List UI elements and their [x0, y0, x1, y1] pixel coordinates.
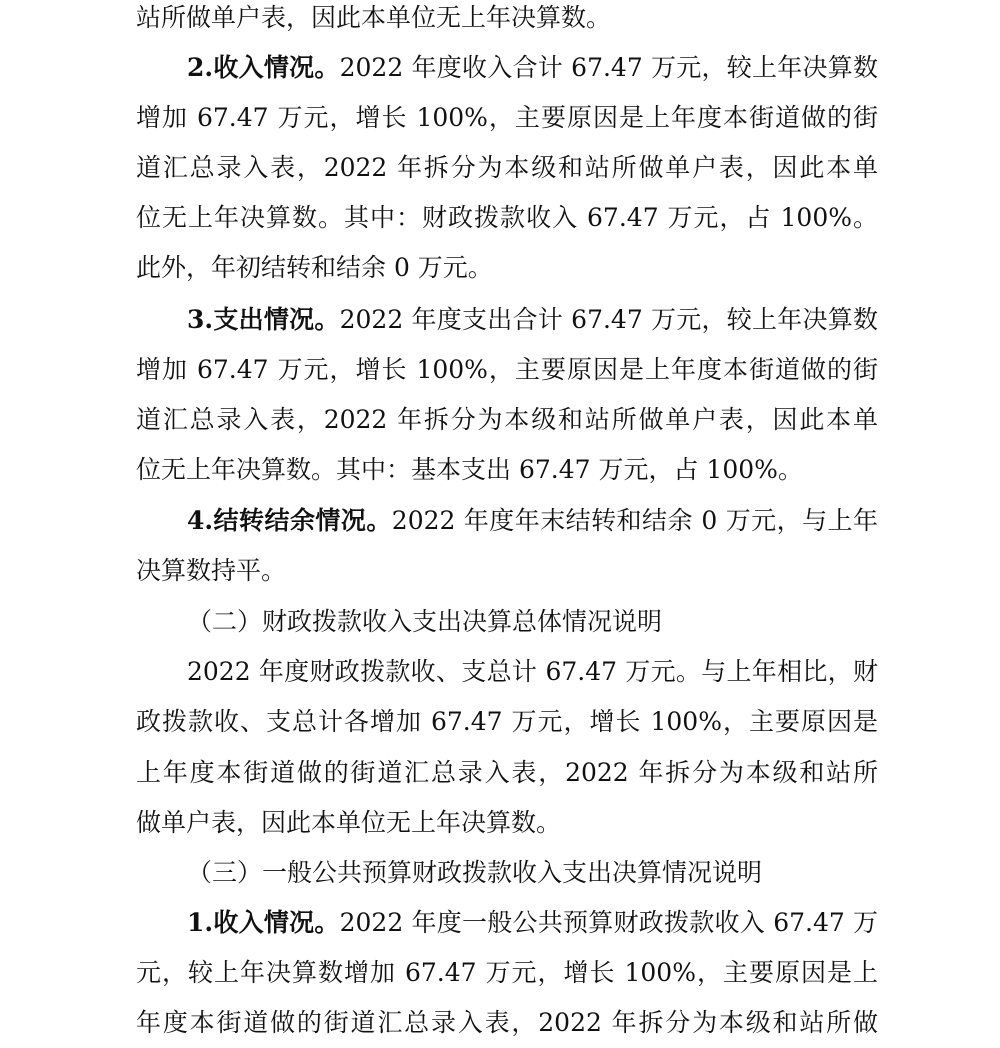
paragraph-line	[136, 798, 561, 848]
section-heading-inline: 2.收入情况。	[187, 53, 340, 82]
line-text: 此外，年初结转和结余 0 万元。	[136, 253, 493, 282]
paragraph-line	[136, 948, 878, 998]
section-heading	[187, 597, 662, 647]
section-heading	[187, 848, 762, 898]
paragraph-line	[136, 395, 878, 445]
heading-text: （三）一般公共预算财政拨款收入支出决算情况说明	[187, 858, 763, 887]
line-text: 做单户表，因此本单位无上年决算数。	[136, 808, 562, 837]
section-heading-inline: 1.收入情况。	[187, 908, 340, 937]
heading-text: （二）财政拨款收入支出决算总体情况说明	[187, 607, 663, 636]
line-text: 元，较上年决算数增加 67.47 万元，增长 100%，主要原因是上	[136, 958, 878, 987]
paragraph-line	[136, 748, 878, 798]
line-text: 2022 年度财政拨款收、支总计 67.47 万元。与上年相比，财	[187, 657, 878, 686]
line-text: 道汇总录入表，2022 年拆分为本级和站所做单户表，因此本单	[136, 405, 878, 434]
line-text: 位无上年决算数。其中：基本支出 67.47 万元，占 100%。	[136, 455, 803, 484]
paragraph-line	[187, 43, 878, 93]
line-text: 上年度本街道做的街道汇总录入表，2022 年拆分为本级和站所	[136, 758, 878, 787]
paragraph-line	[136, 998, 878, 1048]
paragraph-line	[136, 445, 803, 495]
paragraph-line	[187, 295, 878, 345]
paragraph-line	[136, 697, 878, 747]
paragraph-line	[187, 647, 878, 697]
line-text: 2022 年度年末结转和结余 0 万元，与上年	[391, 506, 878, 535]
paragraph-line	[136, 546, 286, 596]
section-heading-inline: 4.结转结余情况。	[187, 506, 392, 535]
line-text: 年度本街道做的街道汇总录入表，2022 年拆分为本级和站所做	[136, 1008, 878, 1037]
line-text: 2022 年度收入合计 67.47 万元，较上年决算数	[339, 53, 878, 82]
paragraph-line	[136, 0, 611, 43]
line-text: 站所做单户表，因此本单位无上年决算数。	[136, 3, 612, 32]
line-text: 政拨款收、支总计各增加 67.47 万元，增长 100%，主要原因是	[136, 707, 878, 736]
line-text: 道汇总录入表，2022 年拆分为本级和站所做单户表，因此本单	[136, 153, 878, 182]
line-text: 2022 年度一般公共预算财政拨款收入 67.47 万	[339, 908, 878, 937]
section-heading-inline: 3.支出情况。	[187, 305, 340, 334]
line-text: 决算数持平。	[136, 556, 287, 585]
paragraph-line	[136, 93, 878, 143]
line-text: 增加 67.47 万元，增长 100%，主要原因是上年度本街道做的街	[136, 103, 878, 132]
line-text: 位无上年决算数。其中：财政拨款收入 67.47 万元，占 100%。	[136, 203, 878, 232]
paragraph-line	[187, 496, 878, 546]
paragraph-line	[136, 345, 878, 395]
paragraph-line	[187, 898, 878, 948]
paragraph-line	[136, 243, 493, 293]
line-text: 2022 年度支出合计 67.47 万元，较上年决算数	[339, 305, 878, 334]
paragraph-line	[136, 143, 878, 193]
line-text: 增加 67.47 万元，增长 100%，主要原因是上年度本街道做的街	[136, 355, 878, 384]
paragraph-line	[136, 193, 878, 243]
